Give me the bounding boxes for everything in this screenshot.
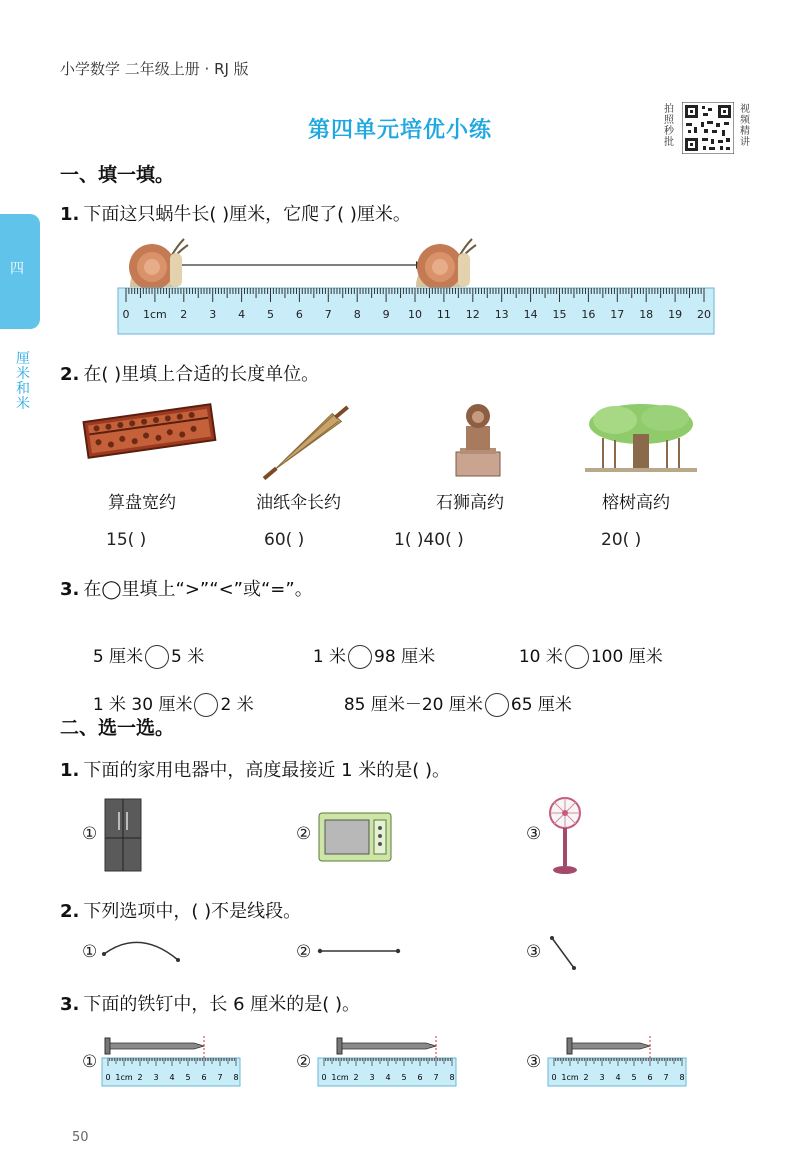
curve-line-icon (100, 934, 184, 964)
ruler-tick-label: 11 (436, 308, 451, 321)
ruler-tick-label: 4 (238, 308, 246, 321)
microwave-icon (318, 812, 392, 862)
q2-item-1-label: 算盘宽约 (108, 493, 176, 513)
s2-q1-opt2[interactable]: ② (296, 824, 312, 844)
ruler-tick-label: 13 (494, 308, 509, 321)
ruler-tick-label: 1cm (143, 308, 167, 321)
nail-body (342, 1043, 436, 1049)
banyan-tree-icon (585, 400, 697, 480)
s1-q3-text: 在◯里填上“>”“<”或“=”。 (83, 579, 313, 600)
compare-3-right: 100 厘米 (590, 647, 663, 667)
ruler-tick-label: 20 (697, 308, 711, 321)
small-ruler-label: 3 (599, 1073, 605, 1082)
s2-q3 (60, 990, 360, 1016)
ruler-tick-label: 10 (408, 308, 422, 321)
q2-item-3-answer[interactable]: 1( )40( ) (394, 530, 464, 550)
small-ruler-label: 0 (105, 1073, 111, 1082)
s2-q1 (60, 756, 450, 782)
small-ruler-label: 6 (647, 1073, 653, 1082)
stone-lion-icon (448, 400, 508, 480)
q2-item-4-label: 榕树高约 (602, 493, 670, 513)
nail-ruler-2-icon (316, 1030, 460, 1090)
compare-4-left: 1 米 30 厘米 (92, 695, 193, 715)
chapter-number: 四 (10, 261, 24, 277)
small-ruler-label: 7 (663, 1073, 669, 1082)
s2-q1-opt3[interactable]: ③ (526, 824, 542, 844)
small-ruler-label: 7 (433, 1073, 439, 1082)
s1-q1-text: 下面这只蜗牛长( )厘米，它爬了( )厘米。 (83, 204, 411, 225)
q2-item-4-answer[interactable]: 20( ) (601, 530, 642, 550)
qr-right-label: 视频精讲 (740, 104, 750, 148)
s2-q2 (60, 897, 301, 923)
q2-item-2-label: 油纸伞长约 (256, 493, 341, 513)
s2-q2-number: 2. (60, 901, 80, 922)
nail-head (105, 1038, 110, 1054)
small-ruler-label: 2 (583, 1073, 589, 1082)
compare-4 (82, 670, 254, 717)
ruler-tick-label: 18 (639, 308, 654, 321)
snail-end-icon (416, 239, 476, 290)
compare-1-left: 5 厘米 (92, 647, 144, 667)
small-ruler-label: 0 (321, 1073, 327, 1082)
compare-1-circle[interactable] (145, 645, 169, 669)
small-ruler-label: 2 (137, 1073, 143, 1082)
oil-paper-umbrella-icon (258, 400, 362, 480)
s1-q1 (60, 200, 411, 226)
book-header: 小学数学 二年级上册 · RJ 版 (60, 60, 249, 78)
small-ruler-label: 8 (233, 1073, 239, 1082)
small-ruler-label: 6 (417, 1073, 423, 1082)
nail-ruler-1-icon (100, 1030, 244, 1090)
ruler-tick-label: 17 (610, 308, 625, 321)
slanted-segment-icon (546, 934, 582, 976)
s2-q3-text: 下面的铁钉中，长 6 厘米的是( )。 (83, 994, 361, 1015)
s2-q2-opt3[interactable]: ③ (526, 942, 542, 962)
small-ruler-label: 8 (679, 1073, 685, 1082)
nail-body (572, 1043, 650, 1049)
small-ruler-label: 8 (449, 1073, 455, 1082)
ruler-tick-label: 6 (295, 308, 303, 321)
s2-q1-text: 下面的家用电器中，高度最接近 1 米的是( )。 (83, 760, 451, 781)
small-ruler-label: 5 (631, 1073, 637, 1082)
compare-5-circle[interactable] (485, 693, 509, 717)
compare-2-left: 1 米 (312, 647, 347, 667)
s1-q2-text: 在( )里填上合适的长度单位。 (83, 364, 320, 385)
s2-q3-number: 3. (60, 994, 80, 1015)
s2-q3-opt2[interactable]: ② (296, 1052, 312, 1072)
q2-item-2-answer[interactable]: 60( ) (264, 530, 305, 550)
ruler-tick-label: 12 (465, 308, 480, 321)
refrigerator-icon (104, 798, 142, 872)
small-ruler-label: 3 (369, 1073, 375, 1082)
s2-q3-opt1[interactable]: ① (82, 1052, 98, 1072)
ruler-tick-label: 16 (581, 308, 596, 321)
compare-4-right: 2 米 (220, 695, 254, 715)
compare-2-circle[interactable] (348, 645, 372, 669)
page-title: 第四单元培优小练 (307, 118, 492, 143)
s2-q2-opt2[interactable]: ② (296, 942, 312, 962)
ruler-tick-label: 3 (209, 308, 217, 321)
ruler-tick-label: 15 (552, 308, 567, 321)
section2-heading: 二、选一选。 (60, 717, 175, 739)
compare-3 (508, 622, 663, 669)
section1-heading: 一、填一填。 (60, 164, 175, 186)
chapter-topic: 厘米和米 (16, 351, 30, 412)
nail-body (110, 1043, 204, 1049)
abacus-icon (80, 395, 220, 475)
compare-5-right: 65 厘米 (510, 695, 572, 715)
q2-item-1-answer[interactable]: 15( ) (106, 530, 147, 550)
small-ruler-label: 0 (551, 1073, 557, 1082)
compare-5-left: 85 厘米－20 厘米 (343, 695, 483, 715)
s2-q3-opt3[interactable]: ③ (526, 1052, 542, 1072)
ruler-tick-label: 9 (382, 308, 390, 321)
compare-5 (333, 670, 572, 717)
nail-ruler-3-icon (546, 1030, 690, 1090)
s1-q2 (60, 360, 319, 386)
small-ruler-label: 1cm (115, 1073, 133, 1082)
qr-left-label: 拍照秒批 (664, 104, 674, 148)
s2-q2-opt1[interactable]: ① (82, 942, 98, 962)
small-ruler-label: 4 (615, 1073, 621, 1082)
compare-2-right: 98 厘米 (374, 647, 436, 667)
small-ruler-label: 2 (353, 1073, 359, 1082)
qr-code-icon (682, 102, 734, 154)
s2-q1-opt1[interactable]: ① (82, 824, 98, 844)
s1-q1-number: 1. (60, 204, 80, 225)
small-ruler-label: 4 (385, 1073, 391, 1082)
small-ruler-label: 5 (401, 1073, 407, 1082)
page-number: 50 (72, 1130, 89, 1145)
small-ruler-label: 1cm (331, 1073, 349, 1082)
small-ruler-label: 7 (217, 1073, 223, 1082)
ruler-tick-label: 8 (353, 308, 361, 321)
ruler-tick-label: 7 (324, 308, 332, 321)
s1-q3-number: 3. (60, 579, 80, 600)
compare-4-circle[interactable] (194, 693, 218, 717)
small-ruler-label: 3 (153, 1073, 159, 1082)
compare-3-circle[interactable] (565, 645, 589, 669)
s2-q1-number: 1. (60, 760, 80, 781)
qr-block[interactable] (664, 100, 754, 160)
snail-ruler-figure (112, 235, 724, 341)
snail-start-icon (129, 239, 188, 290)
small-ruler-label: 4 (169, 1073, 175, 1082)
nail-head (337, 1038, 342, 1054)
s2-q2-text: 下列选项中，( )不是线段。 (83, 901, 302, 922)
q2-item-3-label: 石狮高约 (436, 493, 504, 513)
ruler-tick-label: 14 (523, 308, 538, 321)
small-ruler-label: 5 (185, 1073, 191, 1082)
small-ruler-label: 1cm (561, 1073, 579, 1082)
s1-q2-number: 2. (60, 364, 80, 385)
compare-2 (302, 622, 435, 669)
s1-q3 (60, 575, 313, 601)
compare-3-left: 10 米 (518, 647, 563, 667)
small-ruler-label: 6 (201, 1073, 207, 1082)
ruler-tick-label: 5 (267, 308, 274, 321)
ruler-tick-label: 0 (122, 308, 130, 321)
compare-1-right: 5 米 (171, 647, 205, 667)
ruler-tick-label: 2 (180, 308, 188, 321)
nail-head (567, 1038, 572, 1054)
compare-1 (82, 622, 204, 669)
ruler-tick-label: 19 (668, 308, 683, 321)
line-segment-icon (316, 944, 404, 958)
electric-fan-icon (548, 796, 582, 876)
